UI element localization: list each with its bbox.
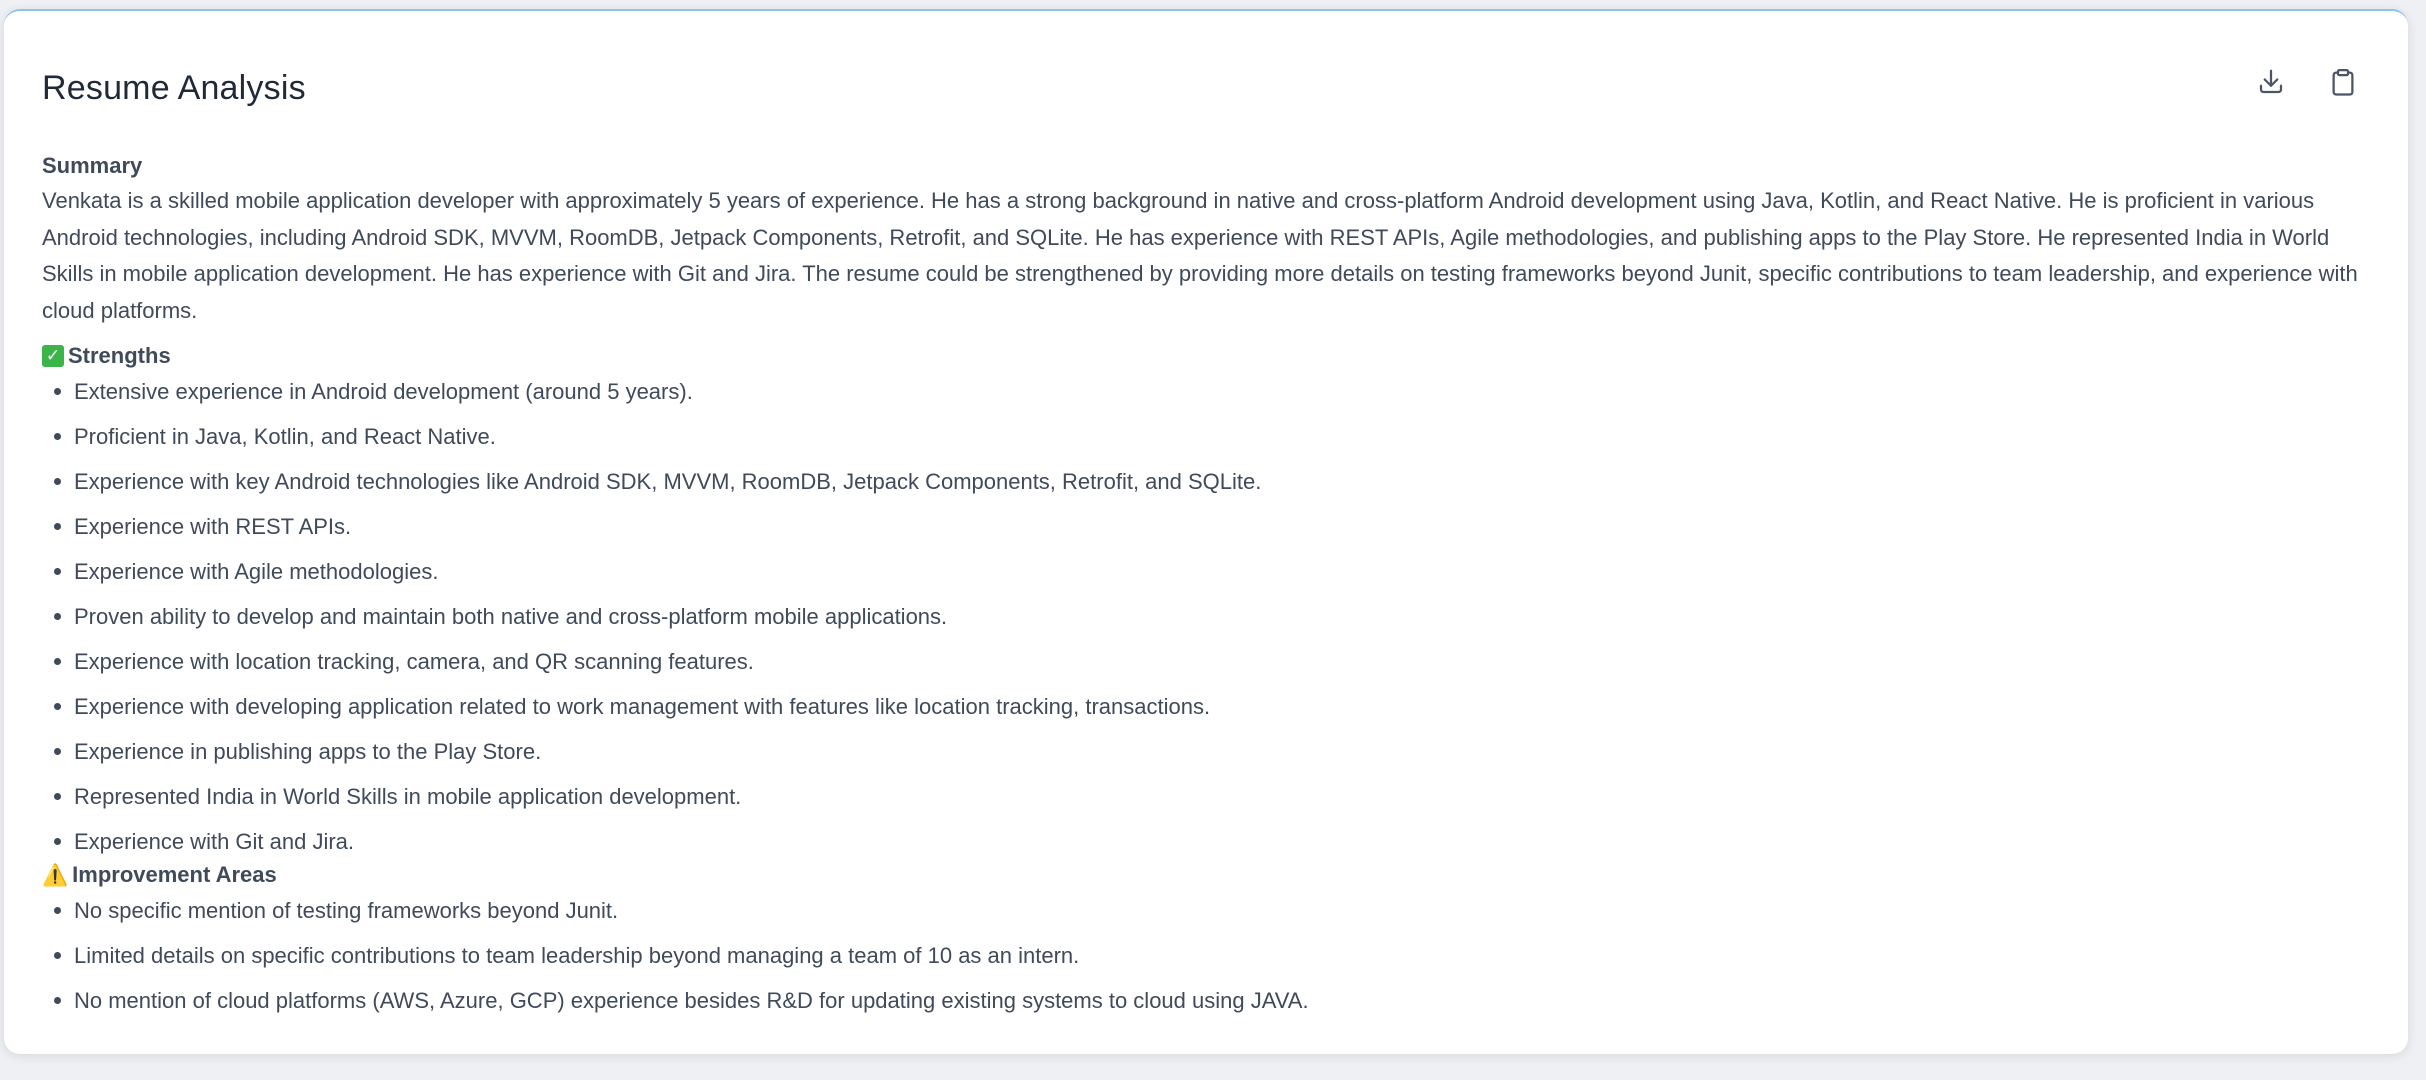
list-item: No mention of cloud platforms (AWS, Azure, GCP) experience besides R&D for updating existing systems to cloud using JAVA. xyxy=(54,988,2370,1013)
check-mark-icon: ✓ xyxy=(42,345,64,367)
list-item: Experience with location tracking, camera, and QR scanning features. xyxy=(54,649,2370,674)
list-item: Experience with developing application related to work management with features like location tracking, transactions. xyxy=(54,694,2370,719)
list-item: Experience with REST APIs. xyxy=(54,514,2370,539)
list-item: No specific mention of testing frameworks beyond Junit. xyxy=(54,898,2370,923)
summary-heading-label: Summary xyxy=(42,153,143,178)
resume-analysis-card xyxy=(4,9,2408,1054)
list-item: Proven ability to develop and maintain both native and cross-platform mobile applications. xyxy=(54,604,2370,629)
improvements-list xyxy=(42,898,2370,1013)
download-icon xyxy=(2256,67,2286,97)
list-item: Experience with Git and Jira. xyxy=(54,829,2370,854)
list-item: Experience with key Android technologies like Android SDK, MVVM, RoomDB, Jetpack Components, Retrofit, and SQLite. xyxy=(54,469,2370,494)
copy-button[interactable] xyxy=(2326,65,2360,99)
strengths-heading xyxy=(42,343,2370,369)
list-item: Experience with Agile methodologies. xyxy=(54,559,2370,584)
list-item: Experience in publishing apps to the Play Store. xyxy=(54,739,2370,764)
strengths-list xyxy=(42,379,2370,854)
list-item: Represented India in World Skills in mobile application development. xyxy=(54,784,2370,809)
card-header xyxy=(42,59,2370,117)
improvements-heading-label: Improvement Areas xyxy=(72,862,277,887)
clipboard-icon xyxy=(2328,67,2358,97)
download-button[interactable] xyxy=(2254,65,2288,99)
card-title: Resume Analysis xyxy=(42,68,306,107)
improvements-heading xyxy=(42,862,2370,888)
header-actions xyxy=(2254,65,2360,99)
summary-text: Venkata is a skilled mobile application developer with approximately 5 years of experience. He has a strong background in native and cross-platform Android development using Java, Kotlin, and React Native. He is proficient in various Android technologies, including Android SDK, MVVM, RoomDB, Jetpack Components, Retrofit, and SQLite. He has experience with REST APIs, Agile methodologies, and publishing apps to the Play Store. He represented India in World Skills in mobile application development. He has experience with Git and Jira. The resume could be strengthened by providing more details on testing frameworks beyond Junit, specific contributions to team leadership, and experience with cloud platforms. xyxy=(42,188,2358,323)
summary-heading xyxy=(42,153,2370,179)
list-item: Proficient in Java, Kotlin, and React Native. xyxy=(54,424,2370,449)
strengths-heading-label: Strengths xyxy=(68,343,171,368)
list-item: Extensive experience in Android development (around 5 years). xyxy=(54,379,2370,404)
list-item: Limited details on specific contributions to team leadership beyond managing a team of 10 as an intern. xyxy=(54,943,2370,968)
warning-icon: ⚠️ xyxy=(42,863,69,887)
